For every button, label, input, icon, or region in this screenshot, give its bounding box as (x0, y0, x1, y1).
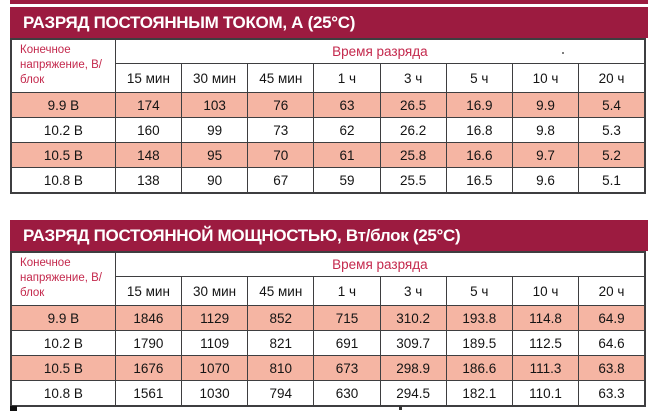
table-row (11, 306, 645, 331)
table-title: РАЗРЯД ПОСТОЯННОЙ МОЩНОСТЬЮ, Вт/блок (25°C) (23, 225, 461, 245)
value-cell: 1030 (181, 381, 247, 407)
table-row (11, 381, 645, 407)
table-row (11, 168, 645, 194)
header-group-row (11, 252, 645, 277)
value-cell: 5.1 (579, 168, 645, 194)
value-cell: 16.5 (446, 168, 512, 194)
value-cell: 63 (314, 93, 380, 118)
discharge-time-header: Время разряда (115, 39, 645, 64)
table-body (11, 93, 645, 194)
value-cell: 1129 (181, 306, 247, 331)
value-cell: 114.8 (512, 306, 578, 331)
time-column-header: 15 мин (115, 277, 181, 306)
value-cell: 186.6 (446, 356, 512, 381)
value-cell: 16.9 (446, 93, 512, 118)
time-column-header: 10 ч (512, 277, 578, 306)
value-cell: 70 (248, 143, 314, 168)
discharge-table (10, 220, 648, 407)
value-cell: 9.7 (512, 143, 578, 168)
value-cell: 193.8 (446, 306, 512, 331)
value-cell: 63.8 (579, 356, 645, 381)
table-row (11, 93, 645, 118)
value-cell: 64.6 (579, 331, 645, 356)
value-cell: 25.5 (380, 168, 446, 194)
table-row (11, 118, 645, 143)
time-column-header: 5 ч (446, 277, 512, 306)
value-cell: 138 (115, 168, 181, 194)
discharge-table (10, 7, 648, 194)
value-cell: 148 (115, 143, 181, 168)
value-cell: 16.8 (446, 118, 512, 143)
value-cell: 715 (314, 306, 380, 331)
time-column-header: 20 ч (579, 277, 645, 306)
value-cell: 103 (181, 93, 247, 118)
time-column-header: 1 ч (314, 64, 380, 93)
value-cell: 794 (248, 381, 314, 407)
end-voltage-header: Конечное напряжение, В/блок (11, 39, 115, 93)
end-voltage-cell: 10.2 В (11, 118, 115, 143)
discharge-data-grid (10, 38, 646, 194)
discharge-data-grid (10, 251, 646, 407)
value-cell: 174 (115, 93, 181, 118)
value-cell: 26.2 (380, 118, 446, 143)
time-column-header: 3 ч (380, 64, 446, 93)
value-cell: 5.4 (579, 93, 645, 118)
value-cell: 5.3 (579, 118, 645, 143)
value-cell: 1109 (181, 331, 247, 356)
end-voltage-header: Конечное напряжение, В/блок (11, 252, 115, 306)
value-cell: 73 (248, 118, 314, 143)
value-cell: 673 (314, 356, 380, 381)
table-title-bar (10, 220, 648, 251)
end-voltage-cell: 10.8 В (11, 381, 115, 407)
value-cell: 9.6 (512, 168, 578, 194)
value-cell: 691 (314, 331, 380, 356)
time-column-header: 10 ч (512, 64, 578, 93)
table-row (11, 143, 645, 168)
value-cell: 810 (248, 356, 314, 381)
value-cell: 76 (248, 93, 314, 118)
value-cell: 852 (248, 306, 314, 331)
end-voltage-cell: 9.9 В (11, 93, 115, 118)
end-voltage-cell: 10.5 В (11, 143, 115, 168)
value-cell: 1676 (115, 356, 181, 381)
value-cell: 309.7 (380, 331, 446, 356)
value-cell: 294.5 (380, 381, 446, 407)
value-cell: 95 (181, 143, 247, 168)
value-cell: 62 (314, 118, 380, 143)
value-cell: 5.2 (579, 143, 645, 168)
time-column-header: 45 мин (248, 64, 314, 93)
value-cell: 67 (248, 168, 314, 194)
value-cell: 26.5 (380, 93, 446, 118)
value-cell: 630 (314, 381, 380, 407)
value-cell: 189.5 (446, 331, 512, 356)
value-cell: 182.1 (446, 381, 512, 407)
value-cell: 111.3 (512, 356, 578, 381)
time-column-header: 15 мин (115, 64, 181, 93)
time-column-header: 45 мин (248, 277, 314, 306)
table-title-bar (10, 7, 648, 38)
value-cell: 9.8 (512, 118, 578, 143)
table-row (11, 331, 645, 356)
value-cell: 64.9 (579, 306, 645, 331)
discharge-time-header: Время разряда (115, 252, 645, 277)
value-cell: 63.3 (579, 381, 645, 407)
value-cell: 1846 (115, 306, 181, 331)
value-cell: 9.9 (512, 93, 578, 118)
cropped-text-mark (399, 406, 402, 410)
end-voltage-cell: 10.2 В (11, 331, 115, 356)
value-cell: 90 (181, 168, 247, 194)
cropped-text-fragment (10, 406, 17, 411)
value-cell: 25.8 (380, 143, 446, 168)
table-title: РАЗРЯД ПОСТОЯННЫМ ТОКОМ, А (25°C) (23, 12, 356, 32)
cropped-top-strip (10, 0, 648, 4)
table-row (11, 356, 645, 381)
time-column-header: 30 мин (181, 64, 247, 93)
value-cell: 16.6 (446, 143, 512, 168)
table-body (11, 306, 645, 407)
value-cell: 112.5 (512, 331, 578, 356)
header-group-row (11, 39, 645, 64)
stray-dot (562, 52, 564, 54)
value-cell: 59 (314, 168, 380, 194)
time-column-header: 5 ч (446, 64, 512, 93)
value-cell: 160 (115, 118, 181, 143)
end-voltage-cell: 9.9 В (11, 306, 115, 331)
end-voltage-cell: 10.8 В (11, 168, 115, 194)
value-cell: 821 (248, 331, 314, 356)
time-column-header: 3 ч (380, 277, 446, 306)
value-cell: 298.9 (380, 356, 446, 381)
time-column-header: 20 ч (579, 64, 645, 93)
value-cell: 1561 (115, 381, 181, 407)
end-voltage-cell: 10.5 В (11, 356, 115, 381)
value-cell: 110.1 (512, 381, 578, 407)
time-column-header: 1 ч (314, 277, 380, 306)
time-column-header: 30 мин (181, 277, 247, 306)
value-cell: 1070 (181, 356, 247, 381)
value-cell: 310.2 (380, 306, 446, 331)
value-cell: 99 (181, 118, 247, 143)
value-cell: 61 (314, 143, 380, 168)
value-cell: 1790 (115, 331, 181, 356)
